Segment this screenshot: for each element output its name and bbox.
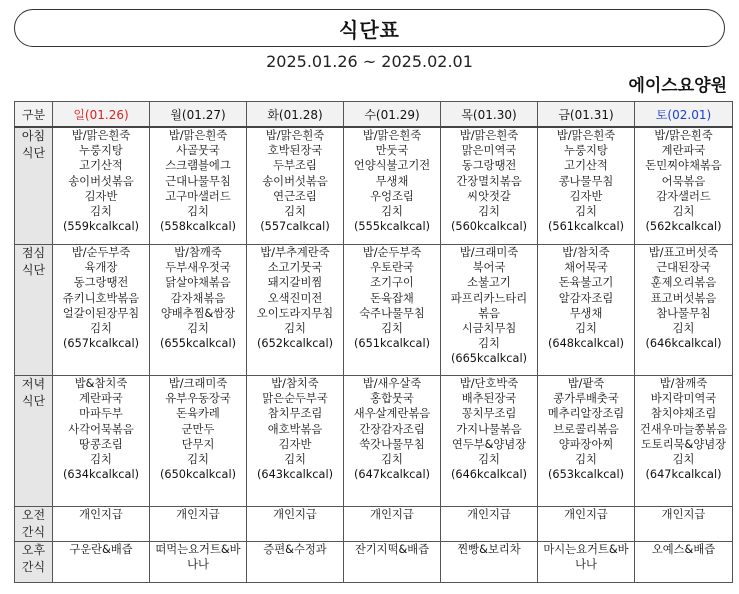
menu-item: (634kcalkcal) [62, 468, 139, 482]
menu-item: 씨앗젓갈 [467, 189, 511, 203]
menu-item: 돼지갈비찜 [267, 276, 323, 290]
menu-item: 도토리묵&양념장 [640, 437, 727, 451]
menu-item: 호박된장국 [267, 144, 323, 158]
snack-cell: 개인지급 [538, 507, 635, 542]
menu-item: (650kcalkcal) [159, 468, 236, 482]
menu-cell [344, 127, 441, 245]
menu-item: 소불고기 [467, 276, 511, 290]
menu-item: 언양식불고기전 [353, 159, 431, 173]
snack-cell: 구운란&배즙 [53, 542, 150, 583]
menu-item: 밥&참치죽 [74, 377, 128, 390]
menu-item: 양파장아찌 [558, 437, 614, 451]
menu-item: (647kcalkcal) [353, 468, 430, 482]
snack-cell: 잔기지떡&배즙 [344, 542, 441, 583]
menu-item: (559kcalkcal) [62, 220, 139, 234]
menu-cell [53, 127, 150, 245]
menu-cell [247, 376, 344, 507]
menu-item: 밥/참깨죽 [659, 377, 708, 390]
menu-cell [538, 127, 635, 245]
menu-item: 밥/크래미죽 [168, 377, 228, 390]
menu-item: 계란파국 [79, 392, 123, 406]
menu-item: (557calkcal) [260, 220, 330, 234]
menu-item: 밥/팥죽 [567, 377, 605, 390]
menu-item: 김치 [672, 453, 695, 467]
menu-item: 숙주나물무침 [359, 306, 425, 320]
menu-item: 조기구이 [370, 276, 414, 290]
menu-item: 밥/부추계란죽 [260, 246, 330, 259]
menu-item: 브로콜리볶음 [553, 422, 619, 436]
menu-item: 채어묵국 [564, 261, 608, 275]
menu-item: (652kcalkcal) [256, 337, 333, 351]
menu-item: 동그랑땡전 [73, 276, 129, 290]
menu-item: (665kcalkcal) [450, 352, 527, 366]
menu-item: 밥/참치죽 [562, 246, 610, 259]
snack-cell: 개인지급 [247, 507, 344, 542]
menu-item: 김치 [381, 453, 403, 467]
menu-item: 밥/참치죽 [271, 377, 319, 390]
menu-item: 사골뭇국 [176, 144, 220, 158]
menu-cell [441, 245, 538, 376]
menu-item: 돈육카레 [176, 407, 220, 421]
menu-cell [344, 245, 441, 376]
menu-item: 근대된장국 [656, 261, 711, 275]
menu-item: 고구마샐러드 [165, 189, 231, 203]
menu-cell [635, 127, 733, 245]
menu-item: (648kcalkcal) [547, 337, 624, 351]
menu-item: 고기산적 [79, 159, 123, 173]
menu-item: 돈민찌야채볶음 [645, 159, 722, 173]
row-label-line: 식단 [21, 146, 46, 160]
dinner-row [15, 376, 733, 507]
menu-item: 메추리알장조림 [547, 407, 625, 421]
menu-cell [150, 245, 247, 376]
menu-item: 김치 [187, 322, 209, 336]
snack-cell: 찐빵&보리차 [441, 542, 538, 583]
menu-cell [150, 127, 247, 245]
menu-item: 참나물무침 [656, 306, 711, 320]
menu-item: 훈제오리볶음 [650, 276, 717, 290]
day-header-wed: 수(01.29) [344, 102, 441, 128]
menu-item: 밥/단호박죽 [459, 377, 519, 390]
menu-item: (643kcalkcal) [256, 468, 333, 482]
menu-item: 우엉조림 [370, 189, 414, 203]
menu-item: 고기산적 [564, 159, 608, 173]
row-label-lunch [15, 245, 53, 376]
menu-item: 콩나물무침 [558, 174, 614, 188]
menu-item: 김치 [575, 453, 597, 467]
snack-cell: 개인지급 [53, 507, 150, 542]
menu-item: 송이버섯볶음 [262, 174, 328, 188]
menu-item: 김자반 [278, 437, 312, 451]
menu-item: 밥/크래미죽 [459, 246, 519, 259]
menu-cell [344, 376, 441, 507]
menu-item: 단무지 [181, 437, 215, 451]
menu-item: 콩가루배춧국 [553, 392, 619, 406]
menu-item: 두부새우젓국 [165, 261, 231, 275]
menu-item: 만둣국 [375, 144, 409, 158]
menu-item: (555kcalkcal) [353, 220, 430, 234]
menu-item: 오이도라지무침 [256, 306, 334, 320]
menu-item: 누룽지탕 [79, 144, 123, 158]
lunch-row [15, 245, 733, 376]
menu-item: (560kcalkcal) [450, 220, 527, 234]
row-label-dinner [15, 376, 53, 507]
menu-item: 김치 [90, 453, 112, 467]
menu-item: 김치 [381, 322, 403, 336]
row-label-line: 오후 [21, 543, 46, 557]
snack-cell: 증편&수정과 [247, 542, 344, 583]
menu-item: (653kcalkcal) [547, 468, 624, 482]
menu-cell [635, 376, 733, 507]
snack-cell: 개인지급 [635, 507, 733, 542]
menu-item: 밥/맑은흰죽 [265, 129, 325, 142]
menu-item: 김치 [478, 337, 500, 351]
menu-item: 김치 [284, 322, 306, 336]
menu-item: 밥/순두부죽 [362, 246, 422, 259]
menu-item: 시금치무침 [461, 322, 517, 336]
menu-item: 애호박볶음 [267, 422, 323, 436]
menu-item: (561kcalkcal) [547, 220, 624, 234]
menu-item: 군만두 [181, 422, 215, 436]
menu-item: 어묵볶음 [661, 174, 706, 188]
menu-item: 홍합뭇국 [370, 392, 414, 406]
title-box [14, 9, 725, 47]
date-range: 2025.01.26 ~ 2025.02.01 [266, 52, 473, 71]
menu-item: 맑은순두부국 [262, 392, 328, 406]
snack-cell: 개인지급 [150, 507, 247, 542]
menu-cell [441, 376, 538, 507]
menu-item: (646kcalkcal) [645, 337, 722, 351]
organization-name: 에이스요양원 [628, 76, 727, 96]
menu-item: 간장감자조림 [359, 422, 425, 436]
menu-item: 김치 [575, 205, 597, 219]
menu-item: 김치 [90, 322, 112, 336]
menu-item: 김치 [187, 453, 209, 467]
row-label-line: 간식 [21, 560, 46, 574]
day-header-sun: 일(01.26) [53, 102, 150, 128]
menu-item: 밥/새우살죽 [362, 377, 422, 390]
menu-item: 연근조림 [273, 189, 317, 203]
header-row [15, 102, 733, 128]
menu-item: 밥/맑은흰죽 [71, 129, 131, 142]
menu-item: 꽁치무조림 [461, 407, 517, 421]
menu-item: (558kcalkcal) [159, 220, 236, 234]
snack-cell: 개인지급 [344, 507, 441, 542]
menu-item: 김치 [90, 205, 112, 219]
row-label-line: 아침 [21, 129, 46, 143]
menu-item: 감자샐러드 [656, 189, 711, 203]
row-label-line: 식단 [21, 394, 46, 408]
menu-item: 돈육불고기 [558, 276, 614, 290]
menu-item: 무생채 [375, 174, 409, 188]
breakfast-row [15, 127, 733, 245]
menu-cell [635, 245, 733, 376]
menu-item: 밥/참깨죽 [174, 246, 222, 259]
menu-item: 근대나물무침 [165, 174, 231, 188]
menu-item: 두부조림 [273, 159, 317, 173]
menu-item: 사각어묵볶음 [68, 422, 134, 436]
am-snack-row [15, 507, 733, 542]
menu-item: 오색진미전 [267, 291, 323, 305]
menu-item: 스크램블에그 [165, 159, 231, 173]
menu-item: 북어국 [472, 261, 506, 275]
menu-item: 참치무조림 [267, 407, 323, 421]
menu-item: 간장멸치볶음 [456, 174, 522, 188]
menu-item: 밥/순두부죽 [71, 246, 131, 259]
menu-item: 돈육잡채 [370, 291, 414, 305]
menu-item: 우토란국 [370, 261, 414, 275]
row-label-am-snack [15, 507, 53, 542]
day-header-mon: 월(01.27) [150, 102, 247, 128]
day-header-thu: 목(01.30) [441, 102, 538, 128]
meal-table [14, 101, 733, 583]
menu-item: 닭살야채볶음 [165, 276, 231, 290]
menu-item: 양배추찜&쌈장 [160, 306, 236, 320]
menu-item: 바지락미역국 [650, 392, 717, 406]
menu-item: 누룽지탕 [564, 144, 608, 158]
day-header-sat: 토(02.01) [635, 102, 733, 128]
menu-item: (655kcalkcal) [159, 337, 236, 351]
menu-item: 김치 [478, 453, 500, 467]
menu-item: 김치 [284, 453, 306, 467]
day-header-fri: 금(01.31) [538, 102, 635, 128]
row-label-line: 간식 [21, 525, 46, 539]
menu-item: 김치 [381, 205, 403, 219]
menu-item: (562kcalkcal) [645, 220, 722, 234]
snack-cell: 개인지급 [441, 507, 538, 542]
snack-cell: 떠먹는요거트&바나나 [150, 542, 247, 583]
menu-item: 밥/맑은흰죽 [459, 129, 519, 142]
row-label-breakfast [15, 127, 53, 245]
menu-item: 쥬키니호박볶음 [62, 291, 140, 305]
menu-item: 참치야채조림 [650, 407, 717, 421]
menu-item: 연두부&양념장 [451, 437, 527, 451]
row-label-line: 식단 [21, 263, 46, 277]
menu-item: (657kcalkcal) [62, 337, 139, 351]
menu-item: 표고버섯볶음 [650, 291, 717, 305]
menu-cell [150, 376, 247, 507]
row-label-line: 저녁 [21, 377, 46, 391]
menu-item: (647kcalkcal) [645, 468, 722, 482]
menu-item: 밥/맑은흰죽 [168, 129, 228, 142]
menu-item: 마파두부 [79, 407, 123, 421]
menu-item: 동그랑땡전 [461, 159, 517, 173]
menu-cell [53, 245, 150, 376]
menu-item: (646kcalkcal) [450, 468, 527, 482]
menu-item: 배추된장국 [461, 392, 517, 406]
page-title: 식단표 [339, 17, 400, 42]
menu-item: 건새우마늘쫑볶음 [639, 422, 728, 436]
menu-cell [247, 127, 344, 245]
menu-item: 쑥갓나물무침 [359, 437, 425, 451]
menu-cell [247, 245, 344, 376]
menu-item: (651kcalkcal) [353, 337, 430, 351]
menu-item: 밥/맑은흰죽 [362, 129, 422, 142]
snack-cell: 마시는요거트&바나나 [538, 542, 635, 583]
row-label-line: 점심 [21, 246, 46, 260]
menu-item: 땅콩조림 [79, 437, 123, 451]
menu-item: 볶음 [478, 306, 500, 320]
menu-item: 김자반 [569, 189, 603, 203]
menu-item: 얼갈이된장무침 [62, 306, 140, 320]
menu-item: 밥/표고버섯죽 [648, 246, 719, 259]
menu-item: 파프리카느타리 [450, 291, 528, 305]
menu-item: 맑은미역국 [461, 144, 517, 158]
day-header-tue: 화(01.28) [247, 102, 344, 128]
row-label-pm-snack [15, 542, 53, 583]
menu-cell [538, 376, 635, 507]
menu-item: 소고기뭇국 [267, 261, 323, 275]
menu-cell [53, 376, 150, 507]
menu-item: 알감자조림 [558, 291, 614, 305]
header-label: 구분 [15, 102, 53, 128]
row-label-line: 오전 [21, 508, 46, 522]
menu-item: 김치 [284, 205, 306, 219]
menu-item: 김자반 [84, 189, 118, 203]
menu-item: 무생채 [569, 306, 603, 320]
menu-item: 가지나물볶음 [456, 422, 522, 436]
menu-item: 송이버섯볶음 [68, 174, 134, 188]
menu-item: 김치 [478, 205, 500, 219]
menu-item: 새우살계란볶음 [353, 407, 431, 421]
menu-item: 유부우동장국 [165, 392, 231, 406]
menu-item: 김치 [672, 205, 695, 219]
menu-item: 밥/맑은흰죽 [556, 129, 616, 142]
menu-item: 김치 [672, 322, 695, 336]
menu-cell [538, 245, 635, 376]
menu-item: 김치 [187, 205, 209, 219]
menu-item: 김치 [575, 322, 597, 336]
menu-item: 육개장 [84, 261, 118, 275]
menu-cell [441, 127, 538, 245]
snack-cell: 오예스&배즙 [635, 542, 733, 583]
menu-item: 감자채볶음 [170, 291, 226, 305]
menu-item: 계란파국 [661, 144, 706, 158]
menu-item: 밥/맑은흰죽 [654, 129, 713, 142]
pm-snack-row [15, 542, 733, 583]
